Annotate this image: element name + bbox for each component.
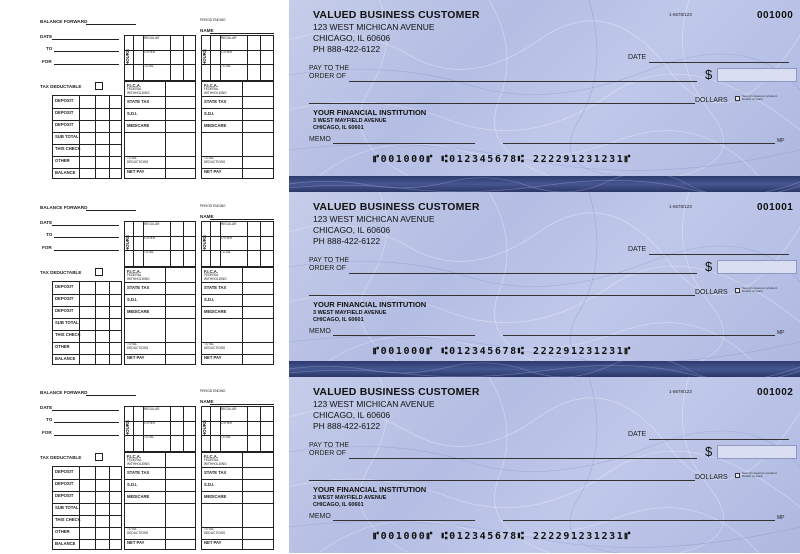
memo-label: MEMO: [309, 513, 331, 520]
state-tax-label-left: STATE TAX: [127, 99, 150, 104]
other-label-left: OTHER: [144, 421, 156, 425]
padlock-security-icon: [735, 473, 740, 478]
ledger-row-label: SUB TOTAL: [55, 505, 79, 510]
regular-label-left: REGULAR: [144, 407, 160, 411]
date-line[interactable]: [52, 39, 119, 40]
name-line[interactable]: [210, 219, 274, 220]
period-ending-label: PERIOD ENDING: [200, 18, 226, 22]
to-line[interactable]: [54, 422, 119, 423]
medicare-label-left: MEDICARE: [127, 123, 150, 128]
regular-label-left: REGULAR: [144, 222, 160, 226]
check-3: [289, 377, 800, 553]
hours-label-right: HOURS: [202, 235, 207, 251]
check-1: [289, 0, 800, 176]
ledger-row-label: THIS CHECK: [55, 146, 81, 151]
date-line[interactable]: [52, 225, 119, 226]
federal-label-left: FEDERAL: [127, 458, 142, 462]
company-name: VALUED BUSINESS CUSTOMER: [313, 386, 480, 398]
balance-forward-line[interactable]: [86, 395, 136, 396]
hours-grid-right: [201, 221, 274, 267]
check-stub-2: [0, 189, 289, 374]
fica-label-left: F.I.C.A.: [127, 83, 141, 88]
ledger-row-label: OTHER: [55, 344, 70, 349]
medicare-label-left: MEDICARE: [127, 494, 150, 499]
tax-deductable-checkbox[interactable]: [95, 453, 103, 461]
company-address-2: CHICAGO, IL 60606: [313, 410, 391, 420]
company-address-1: 123 WEST MICHICAN AVENUE: [313, 22, 435, 32]
amount-box[interactable]: [717, 445, 797, 459]
dollars-label: DOLLARS: [695, 97, 728, 104]
total-label-left: TOTAL: [144, 250, 154, 254]
amount-box[interactable]: [717, 260, 797, 274]
hours-grid-left: [124, 35, 196, 81]
federal-label-right: FEDERAL: [204, 87, 219, 91]
fica-label-right: F.I.C.A.: [204, 454, 218, 459]
hours-label-left: HOURS: [125, 235, 130, 251]
bank-address-2: CHICAGO, IL 60601: [313, 317, 364, 323]
payee-line[interactable]: [349, 273, 697, 274]
withholding-label-left: WITHHOLDING: [127, 462, 150, 466]
memo-line[interactable]: [333, 335, 475, 336]
ledger-row-label: DEPOSIT: [55, 296, 74, 301]
signature-line[interactable]: [503, 520, 775, 521]
state-tax-label-left: STATE TAX: [127, 285, 150, 290]
withholding-label-left: WITHHOLDING: [127, 277, 150, 281]
net-pay-label-left: NET PAY: [127, 540, 145, 545]
withholding-label-right: WITHHOLDING: [204, 462, 227, 466]
withholding-label-right: WITHHOLDING: [204, 277, 227, 281]
medicare-label-right: MEDICARE: [204, 494, 227, 499]
band-texture: [289, 361, 800, 377]
to-label: TO: [46, 46, 53, 51]
medicare-label-right: MEDICARE: [204, 123, 227, 128]
total-label-left: TOTAL: [144, 64, 154, 68]
pay-to-the-label: PAY TO THE: [309, 442, 350, 449]
fica-label-right: F.I.C.A.: [204, 83, 218, 88]
other-label-right: OTHER: [221, 236, 233, 240]
fica-label-right: F.I.C.A.: [204, 269, 218, 274]
micr-line: ⑈001000⑈ ⑆012345678⑆ 222291231231⑈: [373, 346, 632, 357]
mp-label: MP: [777, 330, 785, 336]
check-2: [289, 192, 800, 368]
micr-line: ⑈001000⑈ ⑆012345678⑆ 222291231231⑈: [373, 531, 632, 542]
ledger-row-label: THIS CHECK: [55, 517, 81, 522]
bank-address-1: 3 WEST MAYFIELD AVENUE: [313, 118, 387, 124]
hours-grid-right: [201, 35, 274, 81]
total-deductions-label-left: TOTAL DEDUCTIONS: [127, 527, 149, 535]
total-deductions-label-left: TOTAL DEDUCTIONS: [127, 156, 149, 164]
sdi-label-left: S.D.I.: [127, 482, 138, 487]
federal-label-right: FEDERAL: [204, 458, 219, 462]
date-label: DATE: [628, 54, 647, 61]
name-line[interactable]: [210, 404, 274, 405]
balance-forward-line[interactable]: [86, 24, 136, 25]
band-texture: [289, 176, 800, 192]
company-phone: PH 888-422-6122: [313, 421, 381, 431]
deductions-grid-left: [124, 81, 196, 179]
order-of-label: ORDER OF: [309, 73, 346, 80]
net-pay-label-right: NET PAY: [204, 540, 222, 545]
security-note: Security features included. Details on back.: [742, 94, 778, 102]
date-label: DATE: [40, 405, 53, 410]
memo-line[interactable]: [333, 520, 475, 521]
total-deductions-label-left: TOTAL DEDUCTIONS: [127, 342, 149, 350]
ledger-row-label: DEPOSIT: [55, 493, 74, 498]
dollars-label: DOLLARS: [695, 289, 728, 296]
federal-label-left: FEDERAL: [127, 273, 142, 277]
signature-line[interactable]: [503, 143, 775, 144]
perforation-band-2: [289, 361, 800, 377]
regular-label-right: REGULAR: [221, 36, 237, 40]
written-amount-line[interactable]: [309, 295, 695, 296]
padlock-security-icon: [735, 288, 740, 293]
payee-line[interactable]: [349, 81, 697, 82]
bank-address-1: 3 WEST MAYFIELD AVENUE: [313, 495, 387, 501]
medicare-label-left: MEDICARE: [127, 309, 150, 314]
company-address-2: CHICAGO, IL 60606: [313, 33, 391, 43]
to-line[interactable]: [54, 51, 119, 52]
company-address-1: 123 WEST MICHICAN AVENUE: [313, 399, 435, 409]
ledger-row-label: DEPOSIT: [55, 469, 74, 474]
state-tax-label-right: STATE TAX: [204, 99, 227, 104]
hours-label-left: HOURS: [125, 420, 130, 436]
for-line[interactable]: [54, 64, 119, 65]
check-number: 001001: [757, 202, 794, 213]
memo-label: MEMO: [309, 136, 331, 143]
to-label: TO: [46, 232, 53, 237]
ledger-row-label: DEPOSIT: [55, 481, 74, 486]
other-label-right: OTHER: [221, 50, 233, 54]
total-deductions-label-right: TOTAL DEDUCTIONS: [204, 156, 226, 164]
ledger-row-label: OTHER: [55, 529, 70, 534]
period-ending-label: PERIOD ENDING: [200, 389, 226, 393]
for-label: FOR: [42, 430, 52, 435]
name-label: NAME: [200, 214, 214, 219]
tax-deductable-label: TAX DEDUCTABLE: [40, 84, 82, 89]
sdi-label-right: S.D.I.: [204, 482, 215, 487]
for-label: FOR: [42, 59, 52, 64]
ledger-row-label: DEPOSIT: [55, 284, 74, 289]
amount-box[interactable]: [717, 68, 797, 82]
balance-forward-label: BALANCE FORWARD: [40, 19, 88, 24]
ledger-row-label: BALANCE: [55, 356, 76, 361]
date-line[interactable]: [649, 439, 789, 440]
total-deductions-label-right: TOTAL DEDUCTIONS: [204, 527, 226, 535]
perforation-band-1: [289, 176, 800, 192]
withholding-label-left: WITHHOLDING: [127, 91, 150, 95]
deductions-grid-left: [124, 452, 196, 550]
pay-to-the-label: PAY TO THE: [309, 65, 350, 72]
company-address-1: 123 WEST MICHICAN AVENUE: [313, 214, 435, 224]
total-label-right: TOTAL: [221, 250, 231, 254]
order-of-label: ORDER OF: [309, 450, 346, 457]
order-of-label: ORDER OF: [309, 265, 346, 272]
hours-label-right: HOURS: [202, 49, 207, 65]
net-pay-label-left: NET PAY: [127, 355, 145, 360]
signature-line[interactable]: [503, 335, 775, 336]
routing-fraction: 1-5678/123: [669, 204, 692, 209]
net-pay-label-left: NET PAY: [127, 169, 145, 174]
memo-label: MEMO: [309, 328, 331, 335]
padlock-security-icon: [735, 96, 740, 101]
check-number: 001002: [757, 387, 794, 398]
ledger-row-label: OTHER: [55, 158, 70, 163]
date-label: DATE: [40, 34, 53, 39]
company-phone: PH 888-422-6122: [313, 236, 381, 246]
check-number: 001000: [757, 10, 794, 21]
fica-label-left: F.I.C.A.: [127, 454, 141, 459]
withholding-label-right: WITHHOLDING: [204, 91, 227, 95]
mp-label: MP: [777, 515, 785, 521]
regular-label-right: REGULAR: [221, 222, 237, 226]
ledger-row-label: THIS CHECK: [55, 332, 81, 337]
bank-name: YOUR FINANCIAL INSTITUTION: [313, 300, 427, 309]
name-line[interactable]: [210, 33, 274, 34]
written-amount-line[interactable]: [309, 480, 695, 481]
routing-fraction: 1-5678/123: [669, 12, 692, 17]
date-label: DATE: [628, 246, 647, 253]
tax-deductable-checkbox[interactable]: [95, 82, 103, 90]
ledger-row-label: BALANCE: [55, 541, 76, 546]
date-line[interactable]: [52, 410, 119, 411]
bank-address-1: 3 WEST MAYFIELD AVENUE: [313, 310, 387, 316]
ledger-row-label: DEPOSIT: [55, 98, 74, 103]
period-ending-label: PERIOD ENDING: [200, 204, 226, 208]
regular-label-left: REGULAR: [144, 36, 160, 40]
written-amount-line[interactable]: [309, 103, 695, 104]
routing-fraction: 1-5678/123: [669, 389, 692, 394]
ledger-row-label: DEPOSIT: [55, 122, 74, 127]
for-line[interactable]: [54, 250, 119, 251]
for-line[interactable]: [54, 435, 119, 436]
deductions-grid-right: [201, 81, 274, 179]
to-line[interactable]: [54, 237, 119, 238]
other-label-right: OTHER: [221, 421, 233, 425]
deductions-grid-right: [201, 267, 274, 365]
hours-label-left: HOURS: [125, 49, 130, 65]
memo-line[interactable]: [333, 143, 475, 144]
dollars-label: DOLLARS: [695, 474, 728, 481]
other-label-left: OTHER: [144, 50, 156, 54]
state-tax-label-right: STATE TAX: [204, 470, 227, 475]
federal-label-right: FEDERAL: [204, 273, 219, 277]
bank-address-2: CHICAGO, IL 60601: [313, 502, 364, 508]
company-phone: PH 888-422-6122: [313, 44, 381, 54]
tax-deductable-label: TAX DEDUCTABLE: [40, 455, 82, 460]
other-label-left: OTHER: [144, 236, 156, 240]
ledger-row-label: SUB TOTAL: [55, 320, 79, 325]
check-stub-3: [0, 374, 289, 554]
state-tax-label-right: STATE TAX: [204, 285, 227, 290]
security-note: Security features included. Details on back.: [742, 471, 778, 479]
medicare-label-right: MEDICARE: [204, 309, 227, 314]
bank-name: YOUR FINANCIAL INSTITUTION: [313, 485, 427, 494]
security-note: Security features included. Details on back.: [742, 286, 778, 294]
federal-label-left: FEDERAL: [127, 87, 142, 91]
fica-label-left: F.I.C.A.: [127, 269, 141, 274]
name-label: NAME: [200, 28, 214, 33]
name-label: NAME: [200, 399, 214, 404]
hours-grid-left: [124, 221, 196, 267]
dollar-sign: $: [705, 67, 713, 82]
hours-label-right: HOURS: [202, 420, 207, 436]
sdi-label-right: S.D.I.: [204, 297, 215, 302]
check-stub-1: [0, 3, 289, 188]
date-line[interactable]: [649, 62, 789, 63]
balance-forward-label: BALANCE FORWARD: [40, 390, 88, 395]
ledger-row-label: BALANCE: [55, 170, 76, 175]
company-name: VALUED BUSINESS CUSTOMER: [313, 201, 480, 213]
tax-deductable-checkbox[interactable]: [95, 268, 103, 276]
tax-deductable-label: TAX DEDUCTABLE: [40, 270, 82, 275]
net-pay-label-right: NET PAY: [204, 169, 222, 174]
pay-to-the-label: PAY TO THE: [309, 257, 350, 264]
total-label-right: TOTAL: [221, 435, 231, 439]
date-label: DATE: [40, 220, 53, 225]
dollar-sign: $: [705, 444, 713, 459]
net-pay-label-right: NET PAY: [204, 355, 222, 360]
bank-address-2: CHICAGO, IL 60601: [313, 125, 364, 131]
total-label-left: TOTAL: [144, 435, 154, 439]
deductions-grid-left: [124, 267, 196, 365]
payee-line[interactable]: [349, 458, 697, 459]
sdi-label-right: S.D.I.: [204, 111, 215, 116]
company-address-2: CHICAGO, IL 60606: [313, 225, 391, 235]
balance-forward-line[interactable]: [86, 210, 136, 211]
sdi-label-left: S.D.I.: [127, 111, 138, 116]
micr-line: ⑈001000⑈ ⑆012345678⑆ 222291231231⑈: [373, 154, 632, 165]
ledger-row-label: DEPOSIT: [55, 110, 74, 115]
deductions-grid-right: [201, 452, 274, 550]
hours-grid-left: [124, 406, 196, 452]
ledger-row-label: DEPOSIT: [55, 308, 74, 313]
total-label-right: TOTAL: [221, 64, 231, 68]
company-name: VALUED BUSINESS CUSTOMER: [313, 9, 480, 21]
balance-forward-label: BALANCE FORWARD: [40, 205, 88, 210]
hours-grid-right: [201, 406, 274, 452]
to-label: TO: [46, 417, 53, 422]
regular-label-right: REGULAR: [221, 407, 237, 411]
date-label: DATE: [628, 431, 647, 438]
for-label: FOR: [42, 245, 52, 250]
sdi-label-left: S.D.I.: [127, 297, 138, 302]
state-tax-label-left: STATE TAX: [127, 470, 150, 475]
dollar-sign: $: [705, 259, 713, 274]
mp-label: MP: [777, 138, 785, 144]
total-deductions-label-right: TOTAL DEDUCTIONS: [204, 342, 226, 350]
date-line[interactable]: [649, 254, 789, 255]
bank-name: YOUR FINANCIAL INSTITUTION: [313, 108, 427, 117]
ledger-row-label: SUB TOTAL: [55, 134, 79, 139]
